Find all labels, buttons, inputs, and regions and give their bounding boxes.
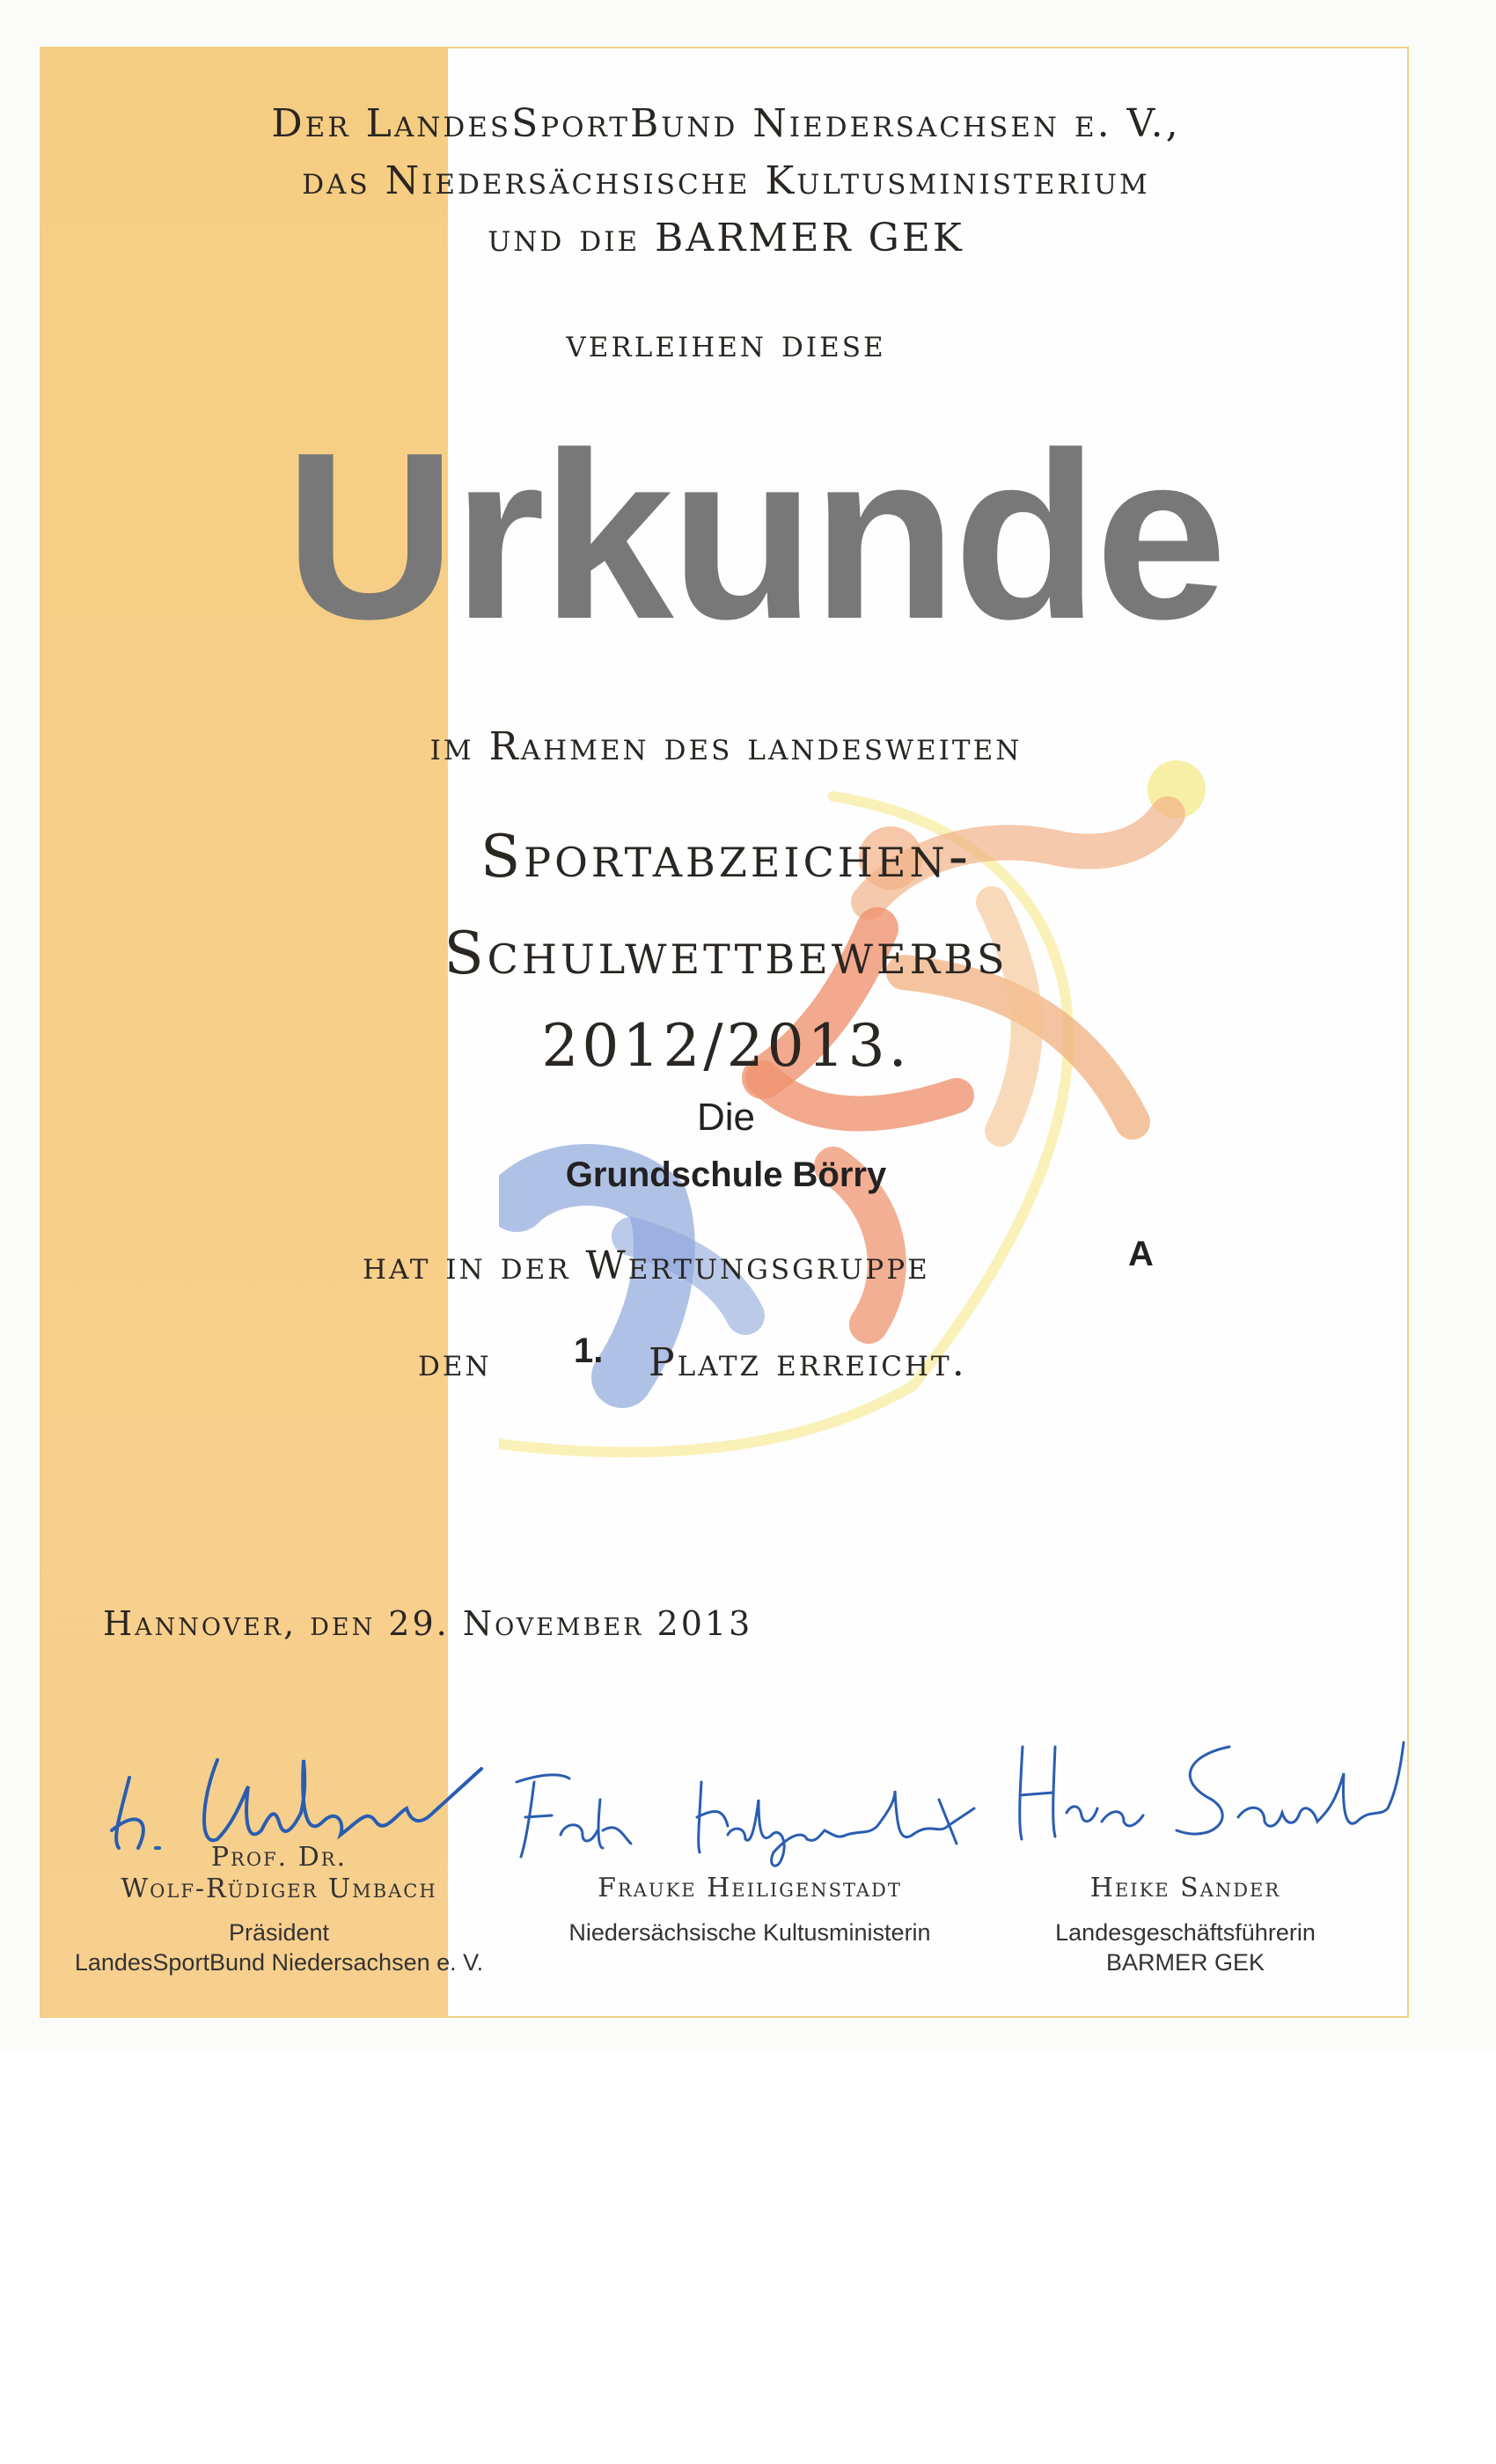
certificate-title: Urkunde	[284, 404, 1224, 669]
signatory-1-title: Prof. Dr.	[210, 1842, 348, 1873]
competition-line-1: Sportabzeichen-	[480, 823, 972, 891]
signatory-2-role: Niedersächsische Kultusministerin	[568, 1919, 931, 1946]
group-text: hat in der Wertungsgruppe	[363, 1243, 930, 1288]
signatory-1-name	[77, 1842, 481, 1905]
header-line-3: und die BARMER GEK	[488, 216, 964, 260]
signatory-1-role-line-2: LandesSportBund Niedersachsen e. V.	[74, 1948, 484, 1976]
header-line-1: Der LandesSportBund Niedersachsen e. V.,	[271, 101, 1181, 146]
signatory-3-role-line-1: Landesgeschäftsführerin	[1055, 1919, 1316, 1946]
signatory-3-role	[983, 1918, 1388, 1978]
signatory-1-role-line-1: Präsident	[228, 1919, 330, 1946]
signatory-1-fullname: Wolf-Rüdiger Umbach	[121, 1874, 437, 1904]
signatory-1-role	[59, 1918, 499, 1978]
intro-line: im Rahmen des landesweiten	[429, 724, 1023, 769]
competition-line-2: Schulwettbewerbs	[444, 920, 1008, 987]
date-line: Hannover, den 29. November 2013	[103, 1604, 753, 1643]
signatory-2-name: Frauke Heiligenstadt	[598, 1873, 902, 1903]
signature-sander	[1001, 1720, 1414, 1861]
place-suffix: Platz erreicht.	[649, 1340, 967, 1385]
place-value: 1.	[574, 1331, 604, 1370]
group-value: A	[1128, 1235, 1154, 1273]
certificate	[40, 47, 1409, 2018]
header-line-4: verleihen diese	[566, 321, 886, 366]
signature-heiligenstadt	[499, 1747, 1009, 1879]
signatory-3-role-line-2: BARMER GEK	[1105, 1948, 1265, 1976]
school-name: Grundschule Börry	[565, 1155, 887, 1194]
place-prefix: den	[418, 1340, 492, 1385]
header-line-2: das Niedersächsische Kultusministerium	[302, 158, 1150, 203]
signatory-3-name: Heike Sander	[1089, 1873, 1281, 1903]
competition-year: 2012/2013.	[541, 1012, 911, 1080]
article-text: Die	[696, 1096, 756, 1139]
